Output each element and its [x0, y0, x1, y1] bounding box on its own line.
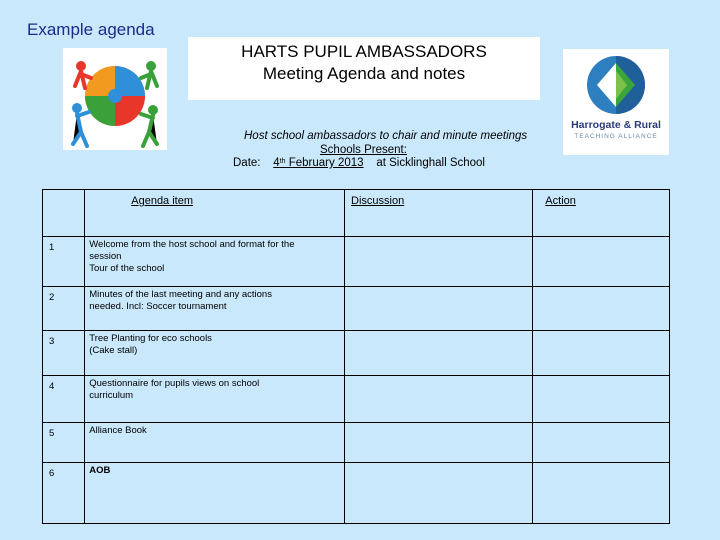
- header-num-cell: [43, 190, 85, 237]
- item-line: Alliance Book: [89, 425, 147, 436]
- row-discussion[interactable]: [345, 287, 533, 331]
- table-row: [43, 237, 670, 287]
- date-rest: February 2013: [285, 157, 364, 169]
- row-number: 4: [43, 376, 85, 423]
- puzzle-icon: [63, 48, 167, 150]
- table-row: [43, 376, 670, 423]
- info-schools-present: Schools Present:: [320, 143, 407, 156]
- item-line: AOB: [89, 465, 111, 476]
- table-row: [43, 287, 670, 331]
- row-action[interactable]: [533, 331, 670, 376]
- row-discussion[interactable]: [345, 376, 533, 423]
- row-action[interactable]: [533, 376, 670, 423]
- row-action[interactable]: [533, 287, 670, 331]
- item-line: Tour of the school: [89, 263, 165, 274]
- puzzle-team-image: [63, 48, 167, 150]
- date-suffix: th: [279, 158, 286, 165]
- date-label: Date:: [233, 157, 261, 169]
- row-number: 6: [43, 463, 85, 524]
- row-agenda-item: [85, 331, 345, 376]
- page-subtitle: Meeting Agenda and notes: [262, 64, 466, 83]
- row-number: 1: [43, 237, 85, 287]
- info-date-line: [200, 157, 560, 171]
- row-number: 2: [43, 287, 85, 331]
- info-host-line: Host school ambassadors to chair and minute meetings: [244, 130, 528, 142]
- table-row: [43, 463, 670, 524]
- table-header-row: [43, 190, 670, 237]
- page-title: HARTS PUPIL AMBASSADORS: [241, 42, 487, 61]
- item-line: Welcome from the host school and format for the: [89, 239, 295, 250]
- row-discussion[interactable]: [345, 331, 533, 376]
- logo-name: Harrogate & Rural: [571, 119, 661, 131]
- slide-label: Example agenda: [27, 20, 155, 39]
- logo-subtitle: TEACHING ALLIANCE: [574, 133, 658, 140]
- harrogate-logo: [563, 49, 669, 155]
- row-agenda-item: [85, 237, 345, 287]
- date-day: 4: [273, 157, 280, 169]
- agenda-table: [42, 189, 670, 524]
- row-agenda-item: [85, 287, 345, 331]
- item-line: curriculum: [89, 390, 134, 401]
- row-discussion[interactable]: [345, 237, 533, 287]
- item-line: Questionnaire for pupils views on school: [89, 378, 260, 389]
- row-number: 5: [43, 423, 85, 463]
- item-line: Tree Planting for eco schools: [89, 333, 212, 344]
- row-action[interactable]: [533, 463, 670, 524]
- meeting-info: [200, 130, 560, 171]
- table-row: [43, 331, 670, 376]
- item-line: Minutes of the last meeting and any actions: [89, 289, 272, 300]
- row-agenda-item: [85, 376, 345, 423]
- row-action[interactable]: [533, 423, 670, 463]
- title-box: [188, 37, 540, 100]
- item-line: session: [89, 251, 122, 262]
- header-agenda-item: Agenda item: [85, 190, 345, 237]
- header-discussion: Discussion: [345, 190, 533, 237]
- row-number: 3: [43, 331, 85, 376]
- row-action[interactable]: [533, 237, 670, 287]
- date-value: [273, 157, 363, 169]
- item-line: needed. Incl: Soccer tournament: [89, 301, 227, 312]
- row-agenda-item: [85, 423, 345, 463]
- row-discussion[interactable]: [345, 423, 533, 463]
- date-location: at Sicklinghall School: [376, 157, 485, 169]
- row-discussion[interactable]: [345, 463, 533, 524]
- table-row: [43, 423, 670, 463]
- header-action: Action: [533, 190, 670, 237]
- item-line: (Cake stall): [89, 345, 138, 356]
- row-agenda-item: [85, 463, 345, 524]
- alliance-logo-icon: [563, 49, 669, 119]
